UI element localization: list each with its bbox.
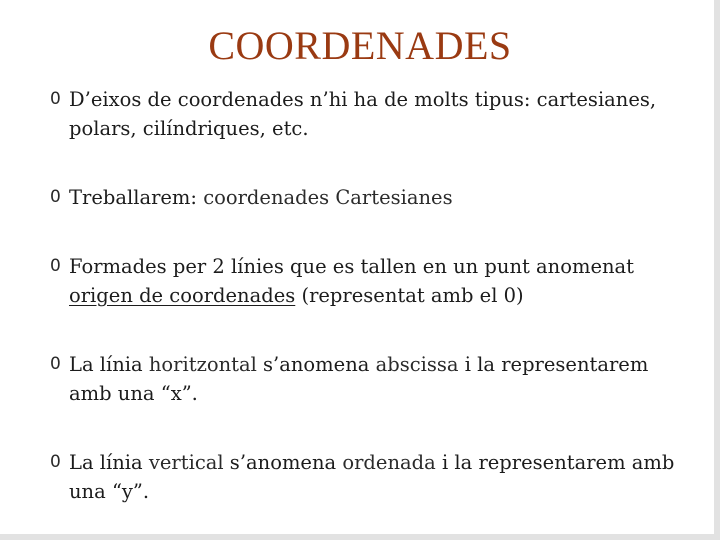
slide-frame-right [714,0,720,540]
bullet-marker: 0 [50,187,61,207]
slide-frame-bottom [0,534,720,540]
bullet-item-abscissa [50,350,690,408]
bullet-emphasis-abscissa: abscissa [375,353,459,376]
bullet-item-ordinate [50,448,690,506]
bullet-text: La línia [69,353,149,376]
bullet-marker: 0 [50,452,61,472]
bullet-text: La línia [69,451,149,474]
bullet-text: Treballarem: [69,186,204,209]
bullet-text-mid: s’anomena [256,353,376,376]
bullet-text: Formades per 2 línies que es tallen en un punt anomenat [69,255,635,278]
bullet-marker: 0 [50,256,61,276]
bullet-item-origin [50,252,690,310]
bullet-emphasis-horizontal: horitzontal [148,353,257,376]
bullet-list [50,85,690,506]
slide-title: COORDENADES [208,23,512,68]
bullet-emphasis: coordenades Cartesianes [203,186,453,209]
bullet-underlined-term: origen de coordenades [69,284,296,307]
bullet-text-end: i la representarem amb una “x”. [69,353,649,405]
bullet-text: D’eixos de coordenades n’hi ha de molts tipus: cartesianes, polars, cilíndriques, etc. [69,88,657,140]
bullet-emphasis-vertical: vertical [148,451,224,474]
bullet-item-axes-types [50,85,690,143]
bullet-text-end: i la representarem amb una “y”. [69,451,675,503]
bullet-marker: 0 [50,354,61,374]
bullet-emphasis-ordinate: ordenada [342,451,436,474]
bullet-text-end: (representat amb el 0) [295,284,524,307]
bullet-marker: 0 [50,89,61,109]
bullet-item-cartesian [50,183,690,212]
bullet-text-mid: s’anomena [223,451,343,474]
